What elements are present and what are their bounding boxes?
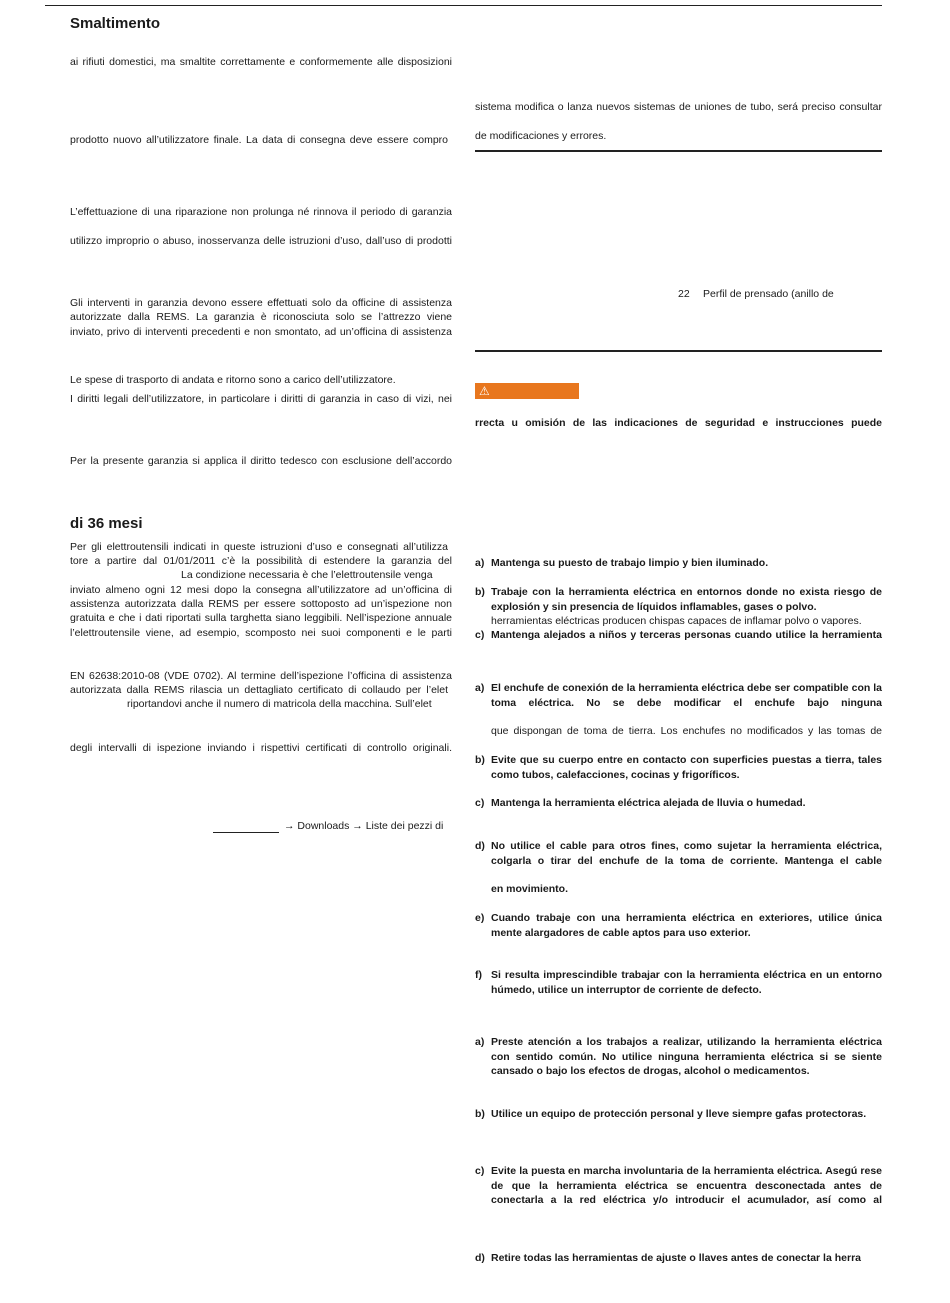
paragraph: de modificaciones y errores. [475, 130, 607, 142]
list-item: b) Trabaje con la herramienta eléctrica en entornos donde no exista riesgo de explosión y sin presencia de líquidos inflamables, gases o polvo. [475, 586, 882, 613]
warning-icon: ⚠ [479, 384, 490, 398]
part-description: Perfil de prensado (anillo de [703, 288, 834, 300]
paragraph-line: La condizione necessaria è che l’elettroutensile venga [181, 569, 433, 581]
paragraph: Per la presente garanzia si applica il diritto tedesco con esclusione dell’accordo [70, 455, 452, 467]
paragraph-line: riportandovi anche il numero di matricola della macchina. Sull’elet [127, 698, 432, 710]
list-item: b) Utilice un equipo de protección personal y lleve siempre gafas protectoras. [475, 1108, 867, 1120]
paragraph-line: autorizzate dalla REMS. La garanzia è riconosciuta solo se l’attrezzo viene [70, 311, 452, 323]
heading-36-mesi: di 36 mesi [70, 515, 143, 532]
paragraph-line: Gli interventi in garanzia devono essere effettuati solo da officine di assistenza [70, 297, 452, 309]
list-item: d) No utilice el cable para otros fines, como sujetar la herramienta eléctrica, colgarla o tirar del enchufe de la toma de corriente. Mantenga el cable [475, 840, 882, 867]
paragraph-line: inviato almeno ogni 12 mesi dopo la consegna all’utilizzatore ad un’officina di [70, 584, 452, 596]
paragraph: I diritti legali dell’utilizzatore, in particolare i diritti di garanzia in caso di vizi, nei [70, 393, 452, 405]
part-number: 22 [678, 288, 690, 300]
paragraph: degli intervalli di ispezione inviando i rispettivi certificati di controllo originali. [70, 742, 452, 754]
list-item: b) Evite que su cuerpo entre en contacto con superficies puestas a tierra, tales como tubos, calefacciones, cocinas y frigoríficos. [475, 754, 882, 781]
paragraph-line: tore a partire dal 01/01/2011 c’è la possibilità di estendere la garanzia del [70, 555, 452, 567]
paragraph: utilizzo improprio o abuso, inosservanza delle istruzioni d’uso, dall’uso di prodotti [70, 235, 452, 247]
list-item: e) Cuando trabaje con una herramienta eléctrica en exteriores, utilice única mente alargadores de cable aptos para uso exterior. [475, 912, 882, 939]
top-rule [45, 5, 882, 6]
list-item-extra: que dispongan de toma de tierra. Los enchufes no modificados y las tomas de [491, 725, 882, 737]
list-item: a) El enchufe de conexión de la herramienta eléctrica debe ser compatible con la toma eléctrica. No se debe modificar el enchufe bajo ninguna [475, 682, 882, 709]
list-item: a) Preste atención a los trabajos a realizar, utilizando la herramienta eléctrica con sentido común. No utilice ninguna herramienta eléctrica si se siente cansado o bajo los efectos de drogas, alcohol o medicamentos. [475, 1036, 882, 1077]
paragraph-line: Per gli elettroutensili indicati in queste istruzioni d’uso e consegnati all’utilizza [70, 541, 448, 553]
paragraph-line: EN 62638:2010-08 (VDE 0702). Al termine dell’ispezione l’officina di assistenza [70, 670, 452, 682]
link-underline [213, 832, 279, 833]
list-item: c) Mantenga alejados a niños y terceras personas cuando utilice la herramienta [475, 629, 882, 641]
paragraph: prodotto nuovo all’utilizzatore finale. La data di consegna deve essere compro [70, 134, 448, 146]
paragraph-line: autorizzata dalla REMS rilascia un dettagliato certificato di collaudo per l’elet [70, 684, 448, 696]
list-item: f) Si resulta imprescindible trabajar con la herramienta eléctrica en un entorno húmedo, utilice un interruptor de corriente de defecto. [475, 969, 882, 996]
list-item: c) Evite la puesta en marcha involuntaria de la herramienta eléctrica. Asegú rese de que la herramienta eléctrica se encuentra desconectada antes de conectarla a la red eléctrica y/o introducir el acumulador, así como al [475, 1165, 882, 1206]
paragraph-line: l’elettroutensile viene, ad esempio, scomposto nei suoi componenti e le parti [70, 627, 452, 639]
paragraph-line: assistenza autorizzata dalla REMS per essere sottoposto ad un’ispezione non [70, 598, 452, 610]
list-item: a) Mantenga su puesto de trabajo limpio y bien iluminado. [475, 557, 769, 569]
section-rule [475, 350, 882, 352]
paragraph-line: gratuita e che i dati riportati sulla targhetta siano leggibili. Nell’ispezione annuale [70, 612, 452, 624]
paragraph: ai rifiuti domestici, ma smaltite correttamente e conformemente alle disposizioni [70, 56, 452, 68]
paragraph: sistema modifica o lanza nuevos sistemas de uniones de tubo, será preciso consultar [475, 101, 882, 113]
warning-text: rrecta u omisión de las indicaciones de seguridad e instrucciones puede [475, 417, 882, 429]
paragraph-line: inviato, privo di interventi precedenti e non smontato, ad un’officina di assistenza [70, 326, 452, 338]
list-item: d) Retire todas las herramientas de ajuste o llaves antes de conectar la herra [475, 1252, 861, 1264]
heading-smaltimento: Smaltimento [70, 15, 161, 32]
warning-banner [475, 383, 579, 399]
list-item-extra: en movimiento. [491, 883, 569, 895]
paragraph: L’effettuazione di una riparazione non prolunga né rinnova il periodo di garanzia [70, 206, 452, 218]
list-item-extra: herramientas eléctricas producen chispas capaces de inflamar polvo o vapores. [491, 615, 862, 627]
downloads-path: → Downloads → Liste dei pezzi di [284, 820, 444, 832]
paragraph: Le spese di trasporto di andata e ritorno sono a carico dell’utilizzatore. [70, 374, 396, 386]
list-item: c) Mantenga la herramienta eléctrica alejada de lluvia o humedad. [475, 797, 806, 809]
section-rule [475, 150, 882, 152]
